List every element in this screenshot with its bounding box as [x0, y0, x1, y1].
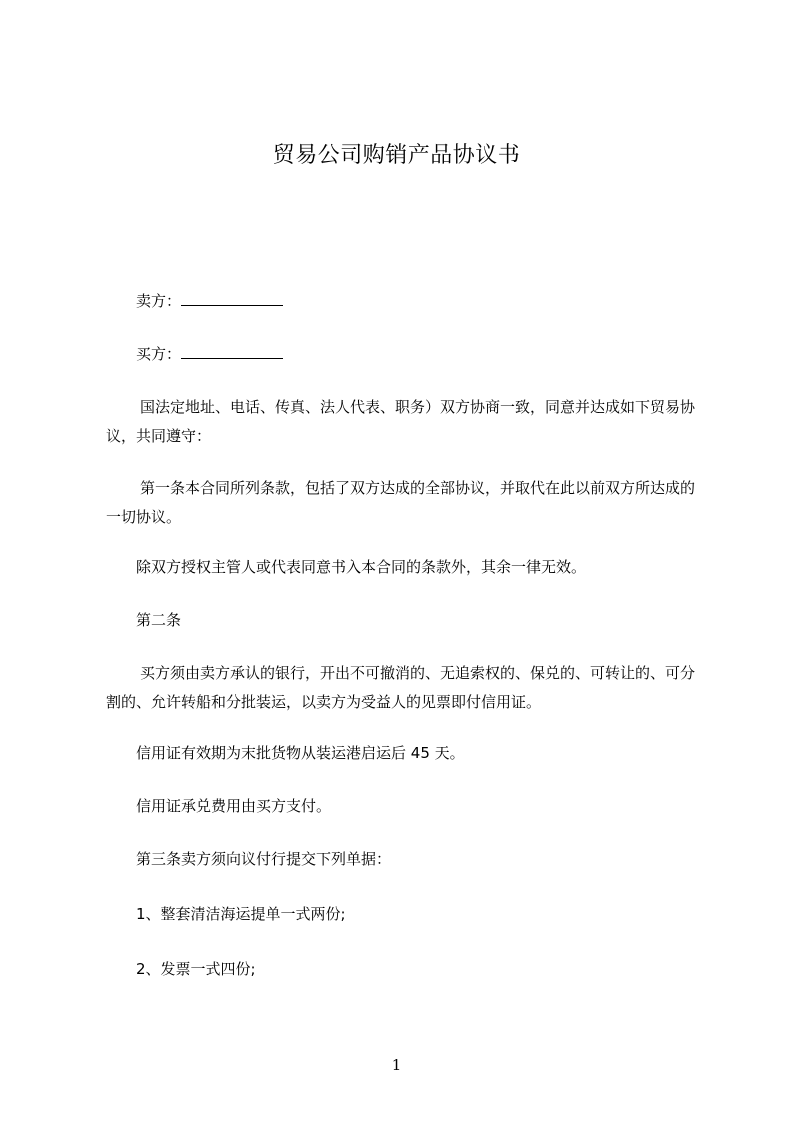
intro-paragraph: 国法定地址、电话、传真、法人代表、职务）双方协商一致，同意并达成如下贸易协议，共同遵守： [106, 398, 696, 445]
buyer-line [106, 340, 706, 369]
lc-validity-paragraph: 信用证有效期为末批货物从装运港启运后 45 天。 [136, 744, 465, 762]
seller-line [106, 287, 706, 316]
seller-blank-field [181, 291, 283, 306]
article2-heading: 第二条 [136, 611, 182, 629]
article2-body: 买方须由卖方承认的银行，开出不可撤消的、无追索权的、保兑的、可转让的、可分割的、允许转船和分批装运，以卖方为受益人的见票即付信用证。 [106, 664, 696, 711]
list-item-2: 2、发票一式四份; [136, 960, 256, 978]
buyer-blank-field [181, 344, 283, 359]
document-title: 贸易公司购销产品协议书 [272, 143, 521, 168]
page-number: 1 [391, 1056, 402, 1074]
seller-label: 卖方： [136, 292, 182, 310]
article1-continuation: 除双方授权主管人或代表同意书入本合同的条款外，其余一律无效。 [136, 558, 587, 576]
list-item-1: 1、整套清洁海运提单一式两份; [136, 905, 346, 923]
lc-fee-paragraph: 信用证承兑费用由买方支付。 [136, 797, 332, 815]
article1-paragraph: 第一条本合同所列条款，包括了双方达成的全部协议，并取代在此以前双方所达成的一切协议。 [106, 479, 696, 526]
buyer-label: 买方： [136, 345, 182, 363]
article3-paragraph: 第三条卖方须向议付行提交下列单据： [136, 850, 392, 868]
